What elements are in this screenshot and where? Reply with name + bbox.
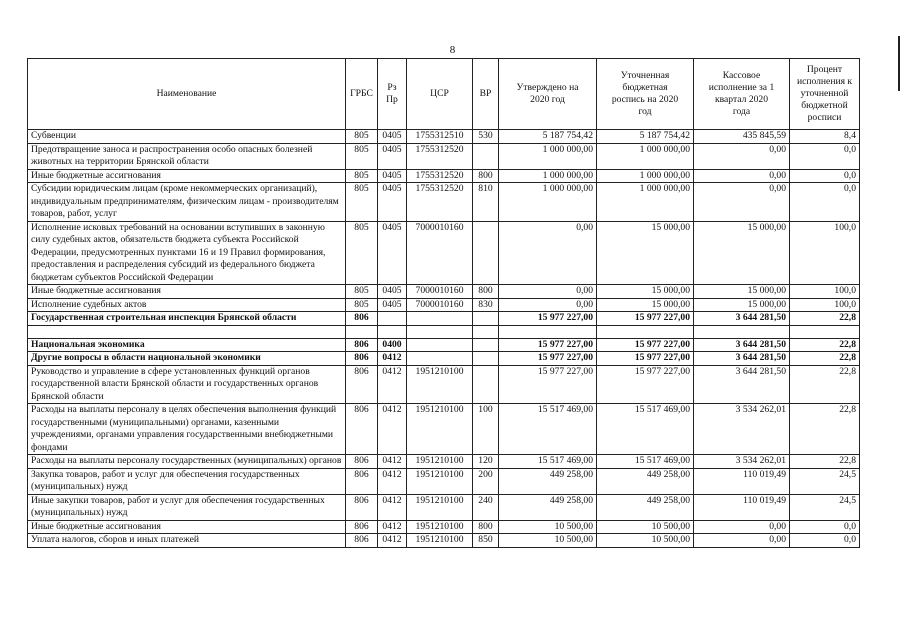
- cell-approved: 15 977 227,00: [499, 352, 597, 366]
- cell-grbs: 806: [346, 468, 378, 494]
- cell-grbs: 806: [346, 338, 378, 352]
- cell-name: Субвенции: [28, 130, 346, 144]
- table-row: [28, 183, 860, 222]
- cell-rzpr: 0400: [378, 338, 407, 352]
- cell-name: Уплата налогов, сборов и иных платежей: [28, 534, 346, 548]
- cell-approved: 5 187 754,42: [499, 130, 597, 144]
- cell-vr: [473, 221, 499, 285]
- cell-grbs: 805: [346, 221, 378, 285]
- cell-refined: 10 500,00: [597, 534, 694, 548]
- cell-grbs: 806: [346, 455, 378, 469]
- cell-rzpr: 0412: [378, 404, 407, 455]
- cell-approved: 15 517 469,00: [499, 404, 597, 455]
- table-row: [28, 312, 860, 326]
- cell-grbs: 806: [346, 312, 378, 326]
- cell-percent: 100,0: [790, 285, 860, 299]
- cell-name: Иные бюджетные ассигнования: [28, 285, 346, 299]
- cell-refined: 1 000 000,00: [597, 169, 694, 183]
- table-row: [28, 404, 860, 455]
- cell-csr: 1755312520: [407, 183, 473, 222]
- cell-cash: 3 644 281,50: [694, 352, 790, 366]
- cell-refined: 15 517 469,00: [597, 455, 694, 469]
- cell-approved: 449 258,00: [499, 468, 597, 494]
- cell-name: Расходы на выплаты персоналу государственных (муниципальных) органов: [28, 455, 346, 469]
- cell-grbs: 805: [346, 130, 378, 144]
- cell-percent: 22,8: [790, 455, 860, 469]
- header-vr: ВР: [473, 59, 499, 130]
- table-row: [28, 494, 860, 520]
- cell-csr: [407, 312, 473, 326]
- cell-percent: 0,0: [790, 520, 860, 534]
- cell-cash: 3 534 262,01: [694, 455, 790, 469]
- cell-percent: 22,8: [790, 338, 860, 352]
- cell-vr: [473, 338, 499, 352]
- cell-percent: 22,8: [790, 365, 860, 404]
- cell-csr: 1951210100: [407, 534, 473, 548]
- cell-name: Иные бюджетные ассигнования: [28, 169, 346, 183]
- cell-csr: 1951210100: [407, 468, 473, 494]
- cell-percent: 8,4: [790, 130, 860, 144]
- cell-rzpr: 0412: [378, 534, 407, 548]
- cell-vr: [473, 352, 499, 366]
- cell-refined: 1 000 000,00: [597, 183, 694, 222]
- cell-rzpr: 0405: [378, 298, 407, 312]
- cell-refined: 10 500,00: [597, 520, 694, 534]
- budget-execution-table: [27, 58, 860, 548]
- cell-csr: 1951210100: [407, 365, 473, 404]
- cell-vr: [473, 325, 499, 338]
- header-grbs: ГРБС: [346, 59, 378, 130]
- table-row: [28, 455, 860, 469]
- table-row: [28, 221, 860, 285]
- cell-approved: 15 977 227,00: [499, 365, 597, 404]
- cell-name: Предотвращение заноса и распространения особо опасных болезней животных на территории Брянской области: [28, 143, 346, 169]
- cell-csr: 1951210100: [407, 404, 473, 455]
- cell-rzpr: 0405: [378, 183, 407, 222]
- cell-grbs: 806: [346, 352, 378, 366]
- table-row: [28, 534, 860, 548]
- table-row: [28, 285, 860, 299]
- cell-cash: 3 644 281,50: [694, 338, 790, 352]
- cell-csr: 1951210100: [407, 520, 473, 534]
- cell-csr: 7000010160: [407, 285, 473, 299]
- cell-cash: 0,00: [694, 534, 790, 548]
- cell-rzpr: 0412: [378, 352, 407, 366]
- header-name: Наименование: [28, 59, 346, 130]
- cell-approved: 1 000 000,00: [499, 169, 597, 183]
- cell-approved: 15 517 469,00: [499, 455, 597, 469]
- cell-cash: 435 845,59: [694, 130, 790, 144]
- cell-refined: 449 258,00: [597, 468, 694, 494]
- cell-vr: [473, 143, 499, 169]
- cell-percent: [790, 325, 860, 338]
- table-row: [28, 468, 860, 494]
- cell-grbs: 806: [346, 494, 378, 520]
- cell-percent: 0,0: [790, 534, 860, 548]
- cell-approved: 10 500,00: [499, 534, 597, 548]
- cell-cash: 15 000,00: [694, 221, 790, 285]
- cell-cash: 0,00: [694, 169, 790, 183]
- cell-vr: 800: [473, 520, 499, 534]
- cell-vr: [473, 312, 499, 326]
- cell-name: Исполнение судебных актов: [28, 298, 346, 312]
- cell-refined: 15 517 469,00: [597, 404, 694, 455]
- cell-grbs: 805: [346, 298, 378, 312]
- cell-cash: 3 644 281,50: [694, 312, 790, 326]
- cell-approved: [499, 325, 597, 338]
- cell-rzpr: 0405: [378, 130, 407, 144]
- table-row: [28, 298, 860, 312]
- cell-approved: 1 000 000,00: [499, 183, 597, 222]
- cell-percent: 0,0: [790, 183, 860, 222]
- table-row: [28, 325, 860, 338]
- cell-name: Национальная экономика: [28, 338, 346, 352]
- cell-name: Государственная строительная инспекция Брянской области: [28, 312, 346, 326]
- cell-vr: 800: [473, 169, 499, 183]
- cell-rzpr: 0412: [378, 468, 407, 494]
- cell-vr: 100: [473, 404, 499, 455]
- cell-csr: 1951210100: [407, 455, 473, 469]
- cell-approved: 0,00: [499, 298, 597, 312]
- cell-rzpr: [378, 312, 407, 326]
- cell-refined: 15 000,00: [597, 298, 694, 312]
- table-header-row: [28, 59, 860, 130]
- cell-csr: 1951210100: [407, 494, 473, 520]
- cell-approved: 449 258,00: [499, 494, 597, 520]
- cell-name: Расходы на выплаты персоналу в целях обеспечения выполнения функций государственными (муниципальными) органами, казенными учреждениями, органами управления государственными внебюджетными фондами: [28, 404, 346, 455]
- cell-vr: 200: [473, 468, 499, 494]
- cell-csr: 1755312520: [407, 169, 473, 183]
- cell-name: Руководство и управление в сфере установленных функций органов государственной власти Брянской области и государственных органов Брянской области: [28, 365, 346, 404]
- table-row: [28, 143, 860, 169]
- cell-rzpr: 0405: [378, 221, 407, 285]
- table-row: [28, 338, 860, 352]
- cell-approved: 0,00: [499, 285, 597, 299]
- table-row: [28, 352, 860, 366]
- cell-percent: 24,5: [790, 468, 860, 494]
- table-row: [28, 365, 860, 404]
- cell-cash: 15 000,00: [694, 285, 790, 299]
- cell-vr: 240: [473, 494, 499, 520]
- table-row: [28, 520, 860, 534]
- scan-edge-mark: [898, 36, 900, 91]
- cell-cash: 0,00: [694, 183, 790, 222]
- cell-percent: 24,5: [790, 494, 860, 520]
- cell-vr: [473, 365, 499, 404]
- cell-cash: 3 644 281,50: [694, 365, 790, 404]
- header-approved: Утверждено на 2020 год: [499, 59, 597, 130]
- cell-percent: 22,8: [790, 404, 860, 455]
- page-number: 8: [449, 44, 456, 56]
- cell-percent: 22,8: [790, 352, 860, 366]
- cell-cash: 15 000,00: [694, 298, 790, 312]
- cell-rzpr: 0412: [378, 494, 407, 520]
- header-refined: Уточненная бюджетная роспись на 2020 год: [597, 59, 694, 130]
- cell-csr: 7000010160: [407, 221, 473, 285]
- cell-percent: 0,0: [790, 143, 860, 169]
- cell-csr: 1755312510: [407, 130, 473, 144]
- table-row: [28, 169, 860, 183]
- cell-rzpr: 0405: [378, 285, 407, 299]
- cell-rzpr: 0405: [378, 143, 407, 169]
- cell-vr: 810: [473, 183, 499, 222]
- cell-approved: 15 977 227,00: [499, 312, 597, 326]
- cell-refined: 15 977 227,00: [597, 365, 694, 404]
- cell-name: Субсидии юридическим лицам (кроме некоммерческих организаций), индивидуальным предпринимателям, физическим лицам - производителям товаров, работ, услуг: [28, 183, 346, 222]
- cell-cash: 3 534 262,01: [694, 404, 790, 455]
- cell-rzpr: 0412: [378, 520, 407, 534]
- cell-grbs: 806: [346, 534, 378, 548]
- cell-refined: 449 258,00: [597, 494, 694, 520]
- cell-approved: 0,00: [499, 221, 597, 285]
- cell-name: Закупка товаров, работ и услуг для обеспечения государственных (муниципальных) нужд: [28, 468, 346, 494]
- cell-vr: 530: [473, 130, 499, 144]
- header-rzpr: Рз Пр: [378, 59, 407, 130]
- header-percent: Процент исполнения к уточненной бюджетной росписи: [790, 59, 860, 130]
- cell-percent: 100,0: [790, 221, 860, 285]
- cell-name: [28, 325, 346, 338]
- cell-grbs: 806: [346, 520, 378, 534]
- cell-percent: 22,8: [790, 312, 860, 326]
- cell-grbs: [346, 325, 378, 338]
- cell-grbs: 806: [346, 365, 378, 404]
- table-row: [28, 130, 860, 144]
- cell-refined: 15 000,00: [597, 221, 694, 285]
- cell-name: Другие вопросы в области национальной экономики: [28, 352, 346, 366]
- cell-refined: 15 977 227,00: [597, 312, 694, 326]
- cell-approved: 10 500,00: [499, 520, 597, 534]
- cell-name: Исполнение исковых требований на основании вступивших в законную силу судебных актов, обязательств бюджета субъекта Российской Федерации, предусмотренных пунктами 16 и 19 Правил формирования, предоставления и распределения субсидий из федерального бюджета бюджетам субъектов Российской Федерации: [28, 221, 346, 285]
- cell-approved: 1 000 000,00: [499, 143, 597, 169]
- cell-grbs: 805: [346, 143, 378, 169]
- cell-csr: 7000010160: [407, 298, 473, 312]
- cell-refined: 15 977 227,00: [597, 352, 694, 366]
- cell-csr: [407, 325, 473, 338]
- cell-cash: 110 019,49: [694, 468, 790, 494]
- cell-rzpr: 0405: [378, 169, 407, 183]
- cell-refined: 5 187 754,42: [597, 130, 694, 144]
- cell-rzpr: [378, 325, 407, 338]
- cell-vr: 120: [473, 455, 499, 469]
- header-cash: Кассовое исполнение за 1 квартал 2020 года: [694, 59, 790, 130]
- cell-csr: 1755312520: [407, 143, 473, 169]
- cell-refined: [597, 325, 694, 338]
- cell-vr: 850: [473, 534, 499, 548]
- cell-percent: 0,0: [790, 169, 860, 183]
- cell-vr: 830: [473, 298, 499, 312]
- cell-cash: 0,00: [694, 520, 790, 534]
- cell-cash: 110 019,49: [694, 494, 790, 520]
- cell-csr: [407, 338, 473, 352]
- cell-grbs: 806: [346, 404, 378, 455]
- cell-rzpr: 0412: [378, 455, 407, 469]
- cell-grbs: 805: [346, 169, 378, 183]
- cell-cash: 0,00: [694, 143, 790, 169]
- cell-cash: [694, 325, 790, 338]
- cell-grbs: 805: [346, 183, 378, 222]
- cell-refined: 15 000,00: [597, 285, 694, 299]
- cell-name: Иные закупки товаров, работ и услуг для обеспечения государственных (муниципальных) нужд: [28, 494, 346, 520]
- cell-percent: 100,0: [790, 298, 860, 312]
- cell-approved: 15 977 227,00: [499, 338, 597, 352]
- cell-name: Иные бюджетные ассигнования: [28, 520, 346, 534]
- cell-vr: 800: [473, 285, 499, 299]
- cell-csr: [407, 352, 473, 366]
- header-csr: ЦСР: [407, 59, 473, 130]
- cell-rzpr: 0412: [378, 365, 407, 404]
- cell-grbs: 805: [346, 285, 378, 299]
- cell-refined: 15 977 227,00: [597, 338, 694, 352]
- cell-refined: 1 000 000,00: [597, 143, 694, 169]
